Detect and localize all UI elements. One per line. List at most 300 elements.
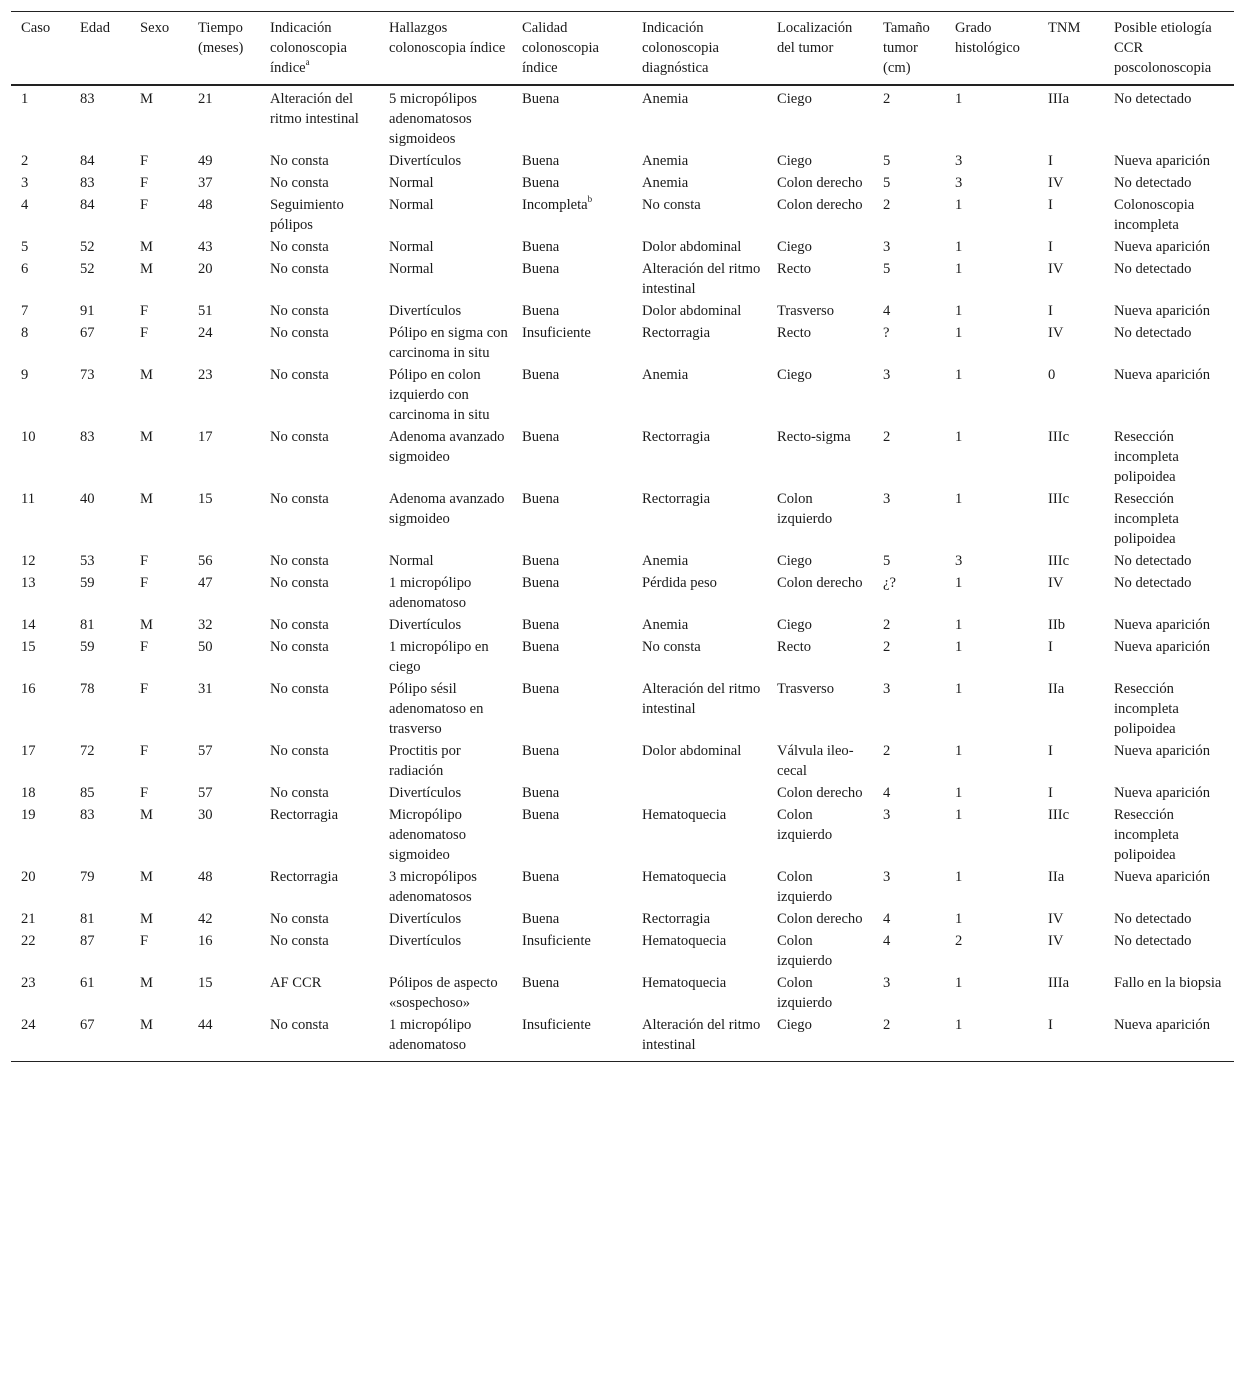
table-cell: 61 bbox=[80, 975, 95, 991]
table-cell: 85 bbox=[80, 785, 95, 801]
table-cell: No detectado bbox=[1114, 175, 1192, 191]
table-cell: Recto-sigma bbox=[777, 429, 851, 445]
table-cell: Buena bbox=[522, 91, 560, 107]
table-cell: 3 bbox=[883, 681, 891, 697]
table-cell: No consta bbox=[270, 785, 329, 801]
table-cell: Nueva aparición bbox=[1114, 743, 1211, 759]
column-header-label: Localización del tumor bbox=[777, 20, 853, 56]
table-cell: 3 bbox=[883, 869, 891, 885]
table-cell: IV bbox=[1048, 175, 1064, 191]
table-cell: 72 bbox=[80, 743, 95, 759]
table-cell: 10 bbox=[21, 429, 36, 445]
table-cell: Nueva aparición bbox=[1114, 869, 1211, 885]
table-cell: Colonoscopia incompleta bbox=[1114, 197, 1195, 233]
table-cell: Normal bbox=[389, 239, 434, 255]
table-cell: Buena bbox=[522, 617, 560, 633]
table-cell: IIb bbox=[1048, 617, 1066, 633]
table-row bbox=[11, 171, 1234, 193]
table-cell: 21 bbox=[21, 911, 36, 927]
table-cell: Normal bbox=[389, 175, 434, 191]
table-cell: Normal bbox=[389, 197, 434, 213]
table-cell: 3 bbox=[883, 239, 891, 255]
table-cell: IIIa bbox=[1048, 975, 1070, 991]
table-cell: M bbox=[140, 239, 153, 255]
table-body bbox=[11, 85, 1234, 1062]
column-header-label: TNM bbox=[1048, 20, 1081, 36]
column-header-label: Indicación colonoscopia índice bbox=[270, 20, 348, 76]
table-cell: Nueva aparición bbox=[1114, 785, 1211, 801]
table-cell: 15 bbox=[198, 975, 213, 991]
table-cell: M bbox=[140, 429, 153, 445]
table-cell: 1 bbox=[955, 785, 963, 801]
column-header-label: Calidad colonoscopia índice bbox=[522, 20, 600, 76]
table-cell: 7 bbox=[21, 303, 29, 319]
table-cell: Colon derecho bbox=[777, 575, 863, 591]
table-cell: Nueva aparición bbox=[1114, 239, 1211, 255]
table-cell: Buena bbox=[522, 175, 560, 191]
table-cell: Buena bbox=[522, 975, 560, 991]
table-row bbox=[11, 971, 1234, 1013]
column-header-label: Tamaño tumor (cm) bbox=[883, 20, 930, 76]
table-row bbox=[11, 739, 1234, 781]
table-cell: 5 bbox=[883, 261, 891, 277]
table-cell: F bbox=[140, 325, 149, 341]
table-cell: Rectorragia bbox=[642, 429, 711, 445]
table-cell: 67 bbox=[80, 1017, 95, 1033]
table-cell: IV bbox=[1048, 325, 1064, 341]
table-cell: Divertículos bbox=[389, 785, 462, 801]
table-cell: No consta bbox=[270, 639, 329, 655]
table-cell: F bbox=[140, 303, 149, 319]
table-cell: 9 bbox=[21, 367, 29, 383]
table-cell: Normal bbox=[389, 261, 434, 277]
table-cell: Anemia bbox=[642, 153, 689, 169]
table-cell: 4 bbox=[21, 197, 29, 213]
table-cell: Proctitis por radiación bbox=[389, 743, 461, 779]
table-cell: Pólipo en sigma con carcinoma in situ bbox=[389, 325, 508, 361]
table-cell: No consta bbox=[270, 303, 329, 319]
table-cell: Colon izquierdo bbox=[777, 869, 833, 905]
table-cell: Nueva aparición bbox=[1114, 303, 1211, 319]
table-cell: 3 micropólipos adenomatosos bbox=[389, 869, 477, 905]
table-cell: 83 bbox=[80, 175, 95, 191]
table-cell: 18 bbox=[21, 785, 36, 801]
table-cell: I bbox=[1048, 197, 1053, 213]
table-cell: No consta bbox=[270, 933, 329, 949]
footnote-marker: a bbox=[305, 57, 310, 68]
table-cell: 1 bbox=[955, 639, 963, 655]
column-header bbox=[873, 12, 945, 86]
table-cell: No consta bbox=[642, 197, 701, 213]
table-cell: M bbox=[140, 975, 153, 991]
table-cell: No consta bbox=[270, 325, 329, 341]
table-cell: Recto bbox=[777, 325, 812, 341]
table-cell bbox=[632, 781, 767, 803]
table-cell: 21 bbox=[198, 91, 213, 107]
table-cell: Resección incompleta polipoidea bbox=[1114, 681, 1179, 737]
table-cell: 19 bbox=[21, 807, 36, 823]
table-cell: 3 bbox=[955, 153, 963, 169]
table-cell: No detectado bbox=[1114, 261, 1192, 277]
table-cell: I bbox=[1048, 153, 1053, 169]
table-cell: 2 bbox=[883, 639, 891, 655]
table-row bbox=[11, 487, 1234, 549]
table-row bbox=[11, 865, 1234, 907]
table-cell: M bbox=[140, 869, 153, 885]
table-cell: 2 bbox=[883, 743, 891, 759]
table-cell: No consta bbox=[270, 153, 329, 169]
column-header-label: Hallazgos colonoscopia índice bbox=[389, 20, 506, 56]
table-cell: Resección incompleta polipoidea bbox=[1114, 429, 1179, 485]
table-cell: Colon derecho bbox=[777, 911, 863, 927]
table-cell: F bbox=[140, 153, 149, 169]
table-cell: Colon derecho bbox=[777, 175, 863, 191]
table-cell: Adenoma avanzado sigmoideo bbox=[389, 429, 505, 465]
column-header bbox=[379, 12, 512, 86]
table-row bbox=[11, 677, 1234, 739]
table-cell: 1 bbox=[955, 325, 963, 341]
table-cell: No consta bbox=[270, 491, 329, 507]
table-cell: 81 bbox=[80, 911, 95, 927]
table-cell: Hematoquecia bbox=[642, 933, 727, 949]
table-cell: 3 bbox=[883, 491, 891, 507]
table-cell: 2 bbox=[21, 153, 29, 169]
table-cell: ? bbox=[883, 325, 890, 341]
table-cell: 17 bbox=[21, 743, 36, 759]
table-cell: Ciego bbox=[777, 239, 812, 255]
table-cell: IIIc bbox=[1048, 807, 1070, 823]
table-cell: Colon derecho bbox=[777, 785, 863, 801]
table-cell: 83 bbox=[80, 807, 95, 823]
table-row bbox=[11, 549, 1234, 571]
table-cell: 1 micropólipo en ciego bbox=[389, 639, 489, 675]
table-cell: 13 bbox=[21, 575, 36, 591]
table-cell: 22 bbox=[21, 933, 36, 949]
table-cell: Rectorragia bbox=[642, 911, 711, 927]
table-cell: M bbox=[140, 807, 153, 823]
table-cell: Hematoquecia bbox=[642, 869, 727, 885]
table-cell: Buena bbox=[522, 639, 560, 655]
table-row bbox=[11, 635, 1234, 677]
table-cell: Buena bbox=[522, 681, 560, 697]
table-row bbox=[11, 299, 1234, 321]
table-cell: 87 bbox=[80, 933, 95, 949]
table-cell: 51 bbox=[198, 303, 213, 319]
table-cell: 83 bbox=[80, 429, 95, 445]
table-cell: 81 bbox=[80, 617, 95, 633]
table-row bbox=[11, 321, 1234, 363]
table-cell: IV bbox=[1048, 933, 1064, 949]
table-cell: No consta bbox=[270, 553, 329, 569]
table-row bbox=[11, 257, 1234, 299]
table-cell: 30 bbox=[198, 807, 213, 823]
table-cell: I bbox=[1048, 639, 1053, 655]
table-cell: Nueva aparición bbox=[1114, 617, 1211, 633]
column-header bbox=[188, 12, 260, 86]
table-cell: 3 bbox=[21, 175, 29, 191]
table-cell: M bbox=[140, 367, 153, 383]
table-cell: No consta bbox=[270, 367, 329, 383]
table-cell: 49 bbox=[198, 153, 213, 169]
table-cell: M bbox=[140, 91, 153, 107]
table-cell: 17 bbox=[198, 429, 213, 445]
table-cell: F bbox=[140, 175, 149, 191]
table-cell: F bbox=[140, 639, 149, 655]
table-cell: Buena bbox=[522, 239, 560, 255]
table-cell: Rectorragia bbox=[642, 325, 711, 341]
table-cell: 12 bbox=[21, 553, 36, 569]
table-cell: Nueva aparición bbox=[1114, 639, 1211, 655]
table-cell: Nueva aparición bbox=[1114, 153, 1211, 169]
table-cell: I bbox=[1048, 239, 1053, 255]
table-cell: 37 bbox=[198, 175, 213, 191]
column-header-label: Sexo bbox=[140, 20, 170, 36]
table-cell: 59 bbox=[80, 575, 95, 591]
column-header-label: Indicación colonoscopia diagnóstica bbox=[642, 20, 720, 76]
table-cell: M bbox=[140, 911, 153, 927]
table-cell: No detectado bbox=[1114, 553, 1192, 569]
table-cell: IIa bbox=[1048, 869, 1065, 885]
table-cell bbox=[512, 193, 632, 235]
table-cell: 24 bbox=[21, 1017, 36, 1033]
table-cell: 1 bbox=[955, 807, 963, 823]
table-cell: Pérdida peso bbox=[642, 575, 717, 591]
table-cell: AF CCR bbox=[270, 975, 322, 991]
table-cell: 6 bbox=[21, 261, 29, 277]
column-header bbox=[512, 12, 632, 86]
column-header bbox=[70, 12, 130, 86]
table-cell: M bbox=[140, 491, 153, 507]
table-cell: F bbox=[140, 933, 149, 949]
table-row bbox=[11, 571, 1234, 613]
table-cell: No consta bbox=[642, 639, 701, 655]
table-cell: No consta bbox=[270, 239, 329, 255]
table-cell: Hematoquecia bbox=[642, 975, 727, 991]
table-cell: Dolor abdominal bbox=[642, 303, 742, 319]
table-cell: 2 bbox=[955, 933, 963, 949]
table-cell: Buena bbox=[522, 261, 560, 277]
table-cell: IIIc bbox=[1048, 429, 1070, 445]
table-cell: 56 bbox=[198, 553, 213, 569]
table-cell: Anemia bbox=[642, 367, 689, 383]
table-cell: 1 bbox=[21, 91, 29, 107]
table-cell: No consta bbox=[270, 911, 329, 927]
table-cell: Rectorragia bbox=[642, 491, 711, 507]
table-row bbox=[11, 363, 1234, 425]
table-cell: M bbox=[140, 1017, 153, 1033]
table-cell: 52 bbox=[80, 261, 95, 277]
table-cell: Buena bbox=[522, 911, 560, 927]
table-cell: 1 bbox=[955, 91, 963, 107]
table-cell: 84 bbox=[80, 153, 95, 169]
table-cell: Recto bbox=[777, 261, 812, 277]
column-header bbox=[1104, 12, 1234, 86]
table-cell: Normal bbox=[389, 553, 434, 569]
table-cell: Anemia bbox=[642, 617, 689, 633]
table-cell: 16 bbox=[198, 933, 213, 949]
table-cell: Divertículos bbox=[389, 153, 462, 169]
table-cell: IIIc bbox=[1048, 491, 1070, 507]
table-cell: Micropólipo adenomatoso sigmoideo bbox=[389, 807, 467, 863]
table-cell: 73 bbox=[80, 367, 95, 383]
table-cell: 1 bbox=[955, 1017, 963, 1033]
table-cell: No consta bbox=[270, 743, 329, 759]
table-cell: Colon derecho bbox=[777, 197, 863, 213]
table-cell: Buena bbox=[522, 367, 560, 383]
table-cell: Buena bbox=[522, 303, 560, 319]
table-cell: Divertículos bbox=[389, 911, 462, 927]
table-row bbox=[11, 929, 1234, 971]
table-cell: 79 bbox=[80, 869, 95, 885]
table-cell: 67 bbox=[80, 325, 95, 341]
table-cell: 1 bbox=[955, 975, 963, 991]
table-cell: 16 bbox=[21, 681, 36, 697]
table-cell: ¿? bbox=[883, 575, 896, 591]
table-cell: Resección incompleta polipoidea bbox=[1114, 807, 1179, 863]
table-cell: Anemia bbox=[642, 553, 689, 569]
table-cell: No consta bbox=[270, 261, 329, 277]
table-cell: Alteración del ritmo intestinal bbox=[642, 681, 761, 717]
table-cell: 5 bbox=[883, 175, 891, 191]
table-cell: 2 bbox=[883, 1017, 891, 1033]
column-header bbox=[260, 12, 379, 86]
table-cell: Colon izquierdo bbox=[777, 807, 833, 843]
table-cell: Colon izquierdo bbox=[777, 975, 833, 1011]
table-cell: M bbox=[140, 261, 153, 277]
table-cell: No consta bbox=[270, 1017, 329, 1033]
table-cell: Fallo en la biopsia bbox=[1114, 975, 1222, 991]
table-cell: I bbox=[1048, 303, 1053, 319]
table-cell: Seguimiento pólipos bbox=[270, 197, 344, 233]
table-cell: Adenoma avanzado sigmoideo bbox=[389, 491, 505, 527]
table-cell: 48 bbox=[198, 197, 213, 213]
table-cell: 2 bbox=[883, 197, 891, 213]
table-cell: 78 bbox=[80, 681, 95, 697]
table-cell: No detectado bbox=[1114, 911, 1192, 927]
table-cell-text: Incompleta bbox=[522, 197, 588, 213]
table-row bbox=[11, 907, 1234, 929]
table-cell: Pólipo sésil adenomatoso en trasverso bbox=[389, 681, 484, 737]
table-cell: Buena bbox=[522, 491, 560, 507]
table-cell: Resección incompleta polipoidea bbox=[1114, 491, 1179, 547]
column-header bbox=[130, 12, 188, 86]
table-cell: 3 bbox=[955, 553, 963, 569]
table-row bbox=[11, 1013, 1234, 1062]
table-cell: 47 bbox=[198, 575, 213, 591]
table-cell: 8 bbox=[21, 325, 29, 341]
table-cell: F bbox=[140, 575, 149, 591]
table-cell: Ciego bbox=[777, 91, 812, 107]
table-cell: 1 bbox=[955, 239, 963, 255]
table-cell: Insuficiente bbox=[522, 933, 591, 949]
table-cell: Ciego bbox=[777, 367, 812, 383]
table-cell: Divertículos bbox=[389, 303, 462, 319]
table-cell: Alteración del ritmo intestinal bbox=[642, 1017, 761, 1053]
column-header bbox=[945, 12, 1038, 86]
table-cell: IIa bbox=[1048, 681, 1065, 697]
table-cell: 2 bbox=[883, 617, 891, 633]
column-header bbox=[11, 12, 70, 86]
table-cell: 20 bbox=[198, 261, 213, 277]
table-cell: Dolor abdominal bbox=[642, 239, 742, 255]
table-cell: I bbox=[1048, 785, 1053, 801]
table-cell: 1 bbox=[955, 429, 963, 445]
crc-cases-table bbox=[11, 11, 1234, 1062]
table-cell: 53 bbox=[80, 553, 95, 569]
table-cell: 15 bbox=[21, 639, 36, 655]
table-cell: IIIc bbox=[1048, 553, 1070, 569]
table-cell: Buena bbox=[522, 575, 560, 591]
table-cell: 1 micropólipo adenomatoso bbox=[389, 1017, 472, 1053]
table-cell: 2 bbox=[883, 429, 891, 445]
table-cell: 1 bbox=[955, 261, 963, 277]
table-cell: Buena bbox=[522, 743, 560, 759]
table-cell: 84 bbox=[80, 197, 95, 213]
table-row bbox=[11, 235, 1234, 257]
table-cell: Alteración del ritmo intestinal bbox=[270, 91, 359, 127]
table-cell: 1 bbox=[955, 869, 963, 885]
table-cell: 5 bbox=[883, 153, 891, 169]
table-cell: Anemia bbox=[642, 175, 689, 191]
table-cell: 40 bbox=[80, 491, 95, 507]
table-cell: 14 bbox=[21, 617, 36, 633]
table-cell: Trasverso bbox=[777, 303, 835, 319]
table-row bbox=[11, 803, 1234, 865]
table-cell: F bbox=[140, 743, 149, 759]
table-cell: 31 bbox=[198, 681, 213, 697]
table-header bbox=[11, 12, 1234, 86]
table-cell: Recto bbox=[777, 639, 812, 655]
table-cell: 4 bbox=[883, 911, 891, 927]
table-cell: 5 bbox=[883, 553, 891, 569]
table-cell: Nueva aparición bbox=[1114, 367, 1211, 383]
table-cell: 15 bbox=[198, 491, 213, 507]
table-cell: 3 bbox=[883, 975, 891, 991]
table-cell: Buena bbox=[522, 869, 560, 885]
table-cell: Divertículos bbox=[389, 933, 462, 949]
table-cell: Pólipos de aspecto «sospechoso» bbox=[389, 975, 498, 1011]
header-row bbox=[11, 12, 1234, 86]
table-cell: F bbox=[140, 681, 149, 697]
table-cell: 42 bbox=[198, 911, 213, 927]
table-cell: Insuficiente bbox=[522, 1017, 591, 1033]
table-cell: F bbox=[140, 785, 149, 801]
table-cell: Válvula ileo-cecal bbox=[777, 743, 854, 779]
table-cell: 1 bbox=[955, 743, 963, 759]
column-header bbox=[767, 12, 873, 86]
table-cell: Pólipo en colon izquierdo con carcinoma in situ bbox=[389, 367, 490, 423]
table-cell: 1 bbox=[955, 911, 963, 927]
table-cell: I bbox=[1048, 1017, 1053, 1033]
column-header-label: Edad bbox=[80, 20, 110, 36]
table-cell: 1 bbox=[955, 681, 963, 697]
table-cell: Buena bbox=[522, 553, 560, 569]
table-cell: No detectado bbox=[1114, 91, 1192, 107]
column-header-label: Grado histológico bbox=[955, 20, 1020, 56]
table-cell: F bbox=[140, 197, 149, 213]
column-header bbox=[632, 12, 767, 86]
table-cell: 1 micropólipo adenomatoso bbox=[389, 575, 472, 611]
table-cell: 3 bbox=[883, 367, 891, 383]
table-cell: Ciego bbox=[777, 1017, 812, 1033]
table-cell: Alteración del ritmo intestinal bbox=[642, 261, 761, 297]
table-cell: Rectorragia bbox=[270, 869, 339, 885]
table-cell: Rectorragia bbox=[270, 807, 339, 823]
table-cell: 48 bbox=[198, 869, 213, 885]
table-cell: 11 bbox=[21, 491, 36, 507]
table-cell: Buena bbox=[522, 153, 560, 169]
table-cell: 5 micropólipos adenomatosos sigmoideos bbox=[389, 91, 477, 147]
